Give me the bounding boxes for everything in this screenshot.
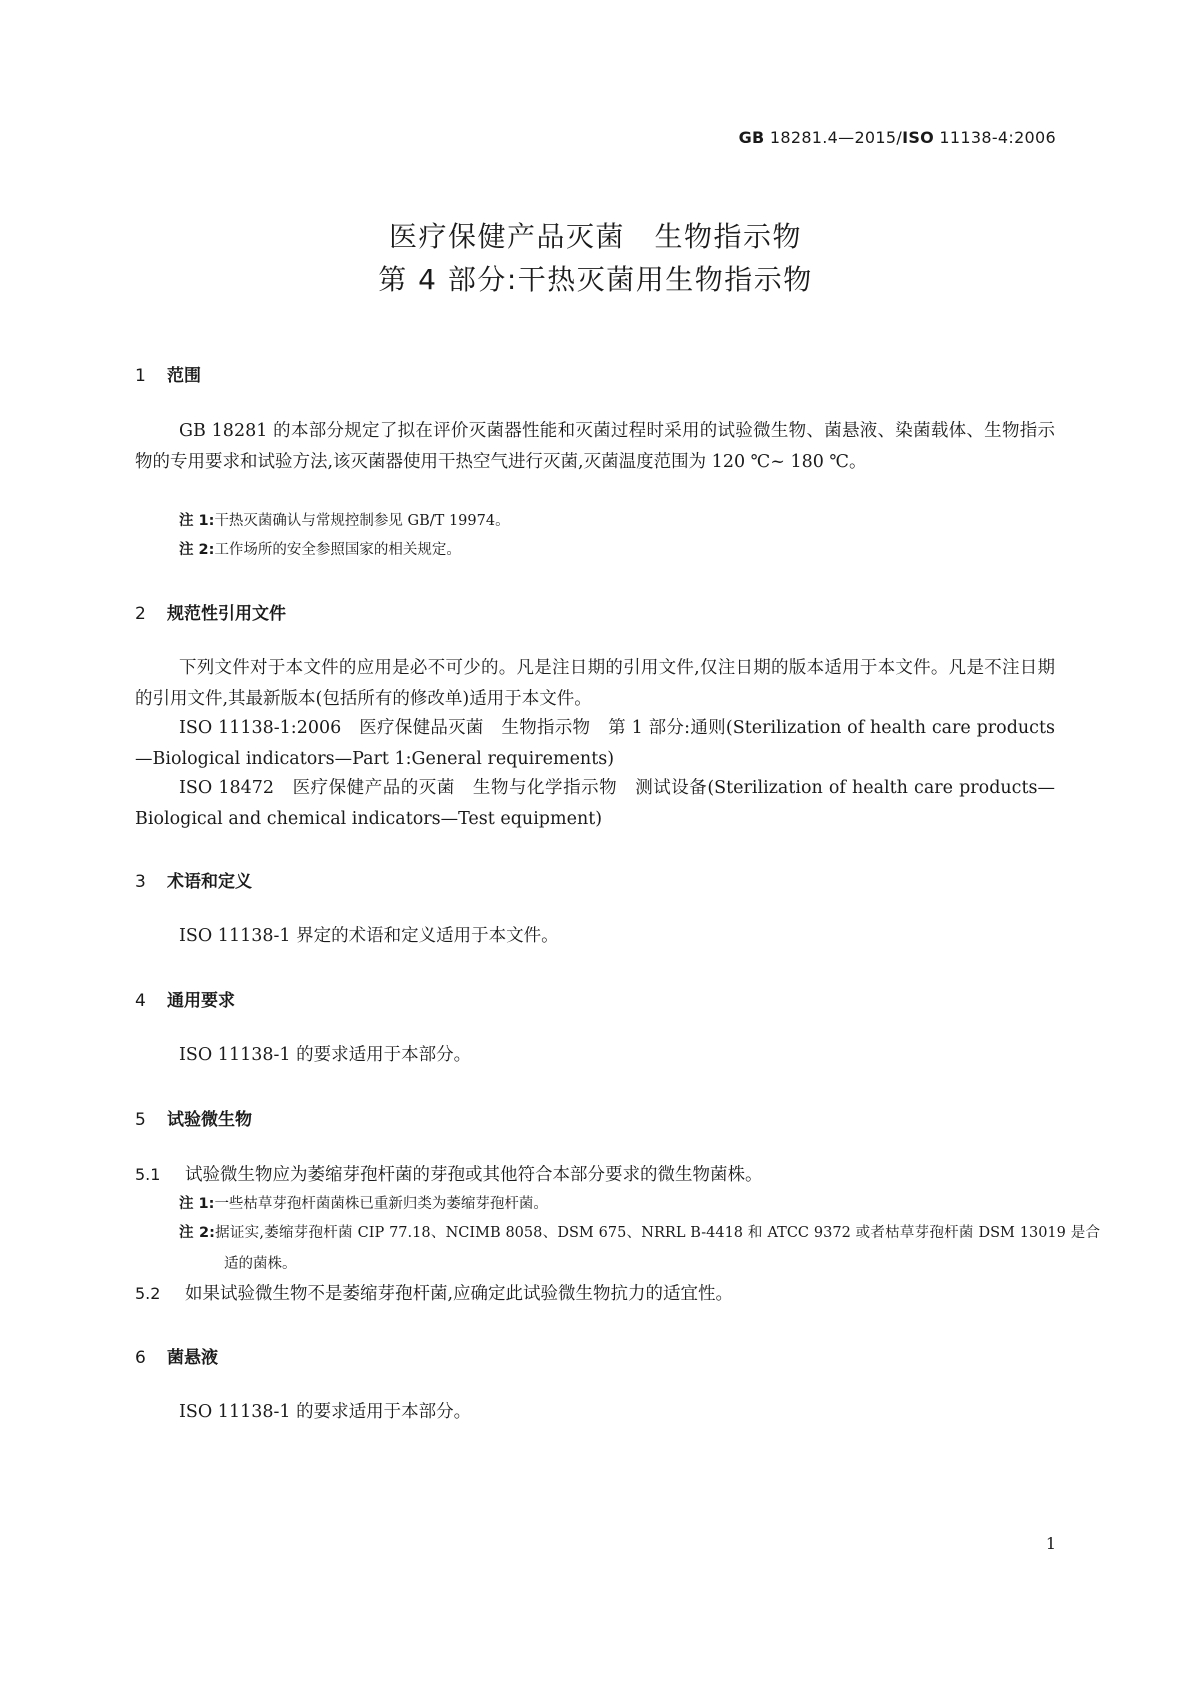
section-number: 6 [135,1348,146,1368]
gb-label: GB [738,128,765,147]
note-text: 工作场所的安全参照国家的相关规定。 [214,542,461,558]
section-3-paragraph: ISO 11138-1 界定的术语和定义适用于本文件。 [179,926,559,946]
section-title: 规范性引用文件 [167,604,286,624]
iso-number: 11138-4:2006 [934,128,1056,147]
note-tag: 注 1: [179,513,215,529]
section-1-note-1 [179,506,1055,537]
section-4-paragraph: ISO 11138-1 的要求适用于本部分。 [179,1045,472,1065]
section-3-heading [135,867,252,892]
section-2-heading [135,599,286,624]
section-number: 3 [135,872,146,892]
note-tag: 注 1: [179,1196,215,1212]
section-6-paragraph: ISO 11138-1 的要求适用于本部分。 [179,1402,472,1422]
clause-5-1 [135,1159,1055,1191]
note-text: 干热灭菌确认与常规控制参见 GB/T 19974。 [214,513,510,529]
normative-reference-2: ISO 18472 医疗保健产品的灭菌 生物与化学指示物 测试设备(Sterilization of health care products—Biological and chemical indicators—Test equipment) [135,778,1055,829]
standard-number-header [739,128,1056,147]
section-5-note-1 [179,1189,1055,1220]
section-2-paragraph: 下列文件对于本文件的应用是必不可少的。凡是注日期的引用文件,仅注日期的版本适用于本文件。凡是不注日期的引用文件,其最新版本(包括所有的修改单)适用于本文件。 [135,658,1055,709]
section-number: 1 [135,366,146,386]
gb-number: 18281.4—2015/ [764,128,903,147]
clause-text: 试验微生物应为萎缩芽孢杆菌的芽孢或其他符合本部分要求的微生物菌株。 [185,1165,763,1185]
section-1-heading [135,361,201,386]
section-4-heading [135,986,235,1011]
clause-number: 5.2 [135,1284,161,1303]
note-text: 一些枯草芽孢杆菌菌株已重新归类为萎缩芽孢杆菌。 [214,1196,548,1212]
clause-number: 5.1 [135,1165,161,1184]
document-title-line1: 医疗保健产品灭菌 生物指示物 [388,220,802,253]
clause-text: 如果试验微生物不是萎缩芽孢杆菌,应确定此试验微生物抗力的适宜性。 [185,1284,734,1304]
clause-5-2 [135,1278,1055,1310]
section-title: 范围 [167,366,201,386]
section-5-note-2 [179,1218,1100,1280]
note-tag: 注 2: [179,542,215,558]
normative-reference-1: ISO 11138-1:2006 医疗保健品灭菌 生物指示物 第 1 部分:通则(Sterilization of health care products—Biological indicators—Part 1:General requirements) [135,718,1055,769]
section-number: 2 [135,604,146,624]
page-number: 1 [1045,1534,1056,1553]
section-title: 菌悬液 [167,1348,218,1368]
section-6-heading [135,1343,218,1368]
document-title-line2: 第 4 部分:干热灭菌用生物指示物 [378,263,813,296]
section-1-paragraph: GB 18281 的本部分规定了拟在评价灭菌器性能和灭菌过程时采用的试验微生物、菌悬液、染菌载体、生物指示物的专用要求和试验方法,该灭菌器使用干热空气进行灭菌,灭菌温度范围为 120 ℃~ 180 ℃。 [135,421,1055,472]
section-number: 5 [135,1110,146,1130]
section-number: 4 [135,991,146,1011]
section-title: 术语和定义 [167,872,252,892]
section-1-note-2 [179,535,1055,566]
section-title: 通用要求 [167,991,235,1011]
note-text: 据证实,萎缩芽孢杆菌 CIP 77.18、NCIMB 8058、DSM 675、NRRL B-4418 和 ATCC 9372 或者枯草芽孢杆菌 DSM 13019 是合适的菌株。 [214,1225,1100,1272]
note-tag: 注 2: [179,1225,215,1241]
section-title: 试验微生物 [167,1110,252,1130]
section-5-heading [135,1105,252,1130]
iso-label: ISO [902,128,935,147]
